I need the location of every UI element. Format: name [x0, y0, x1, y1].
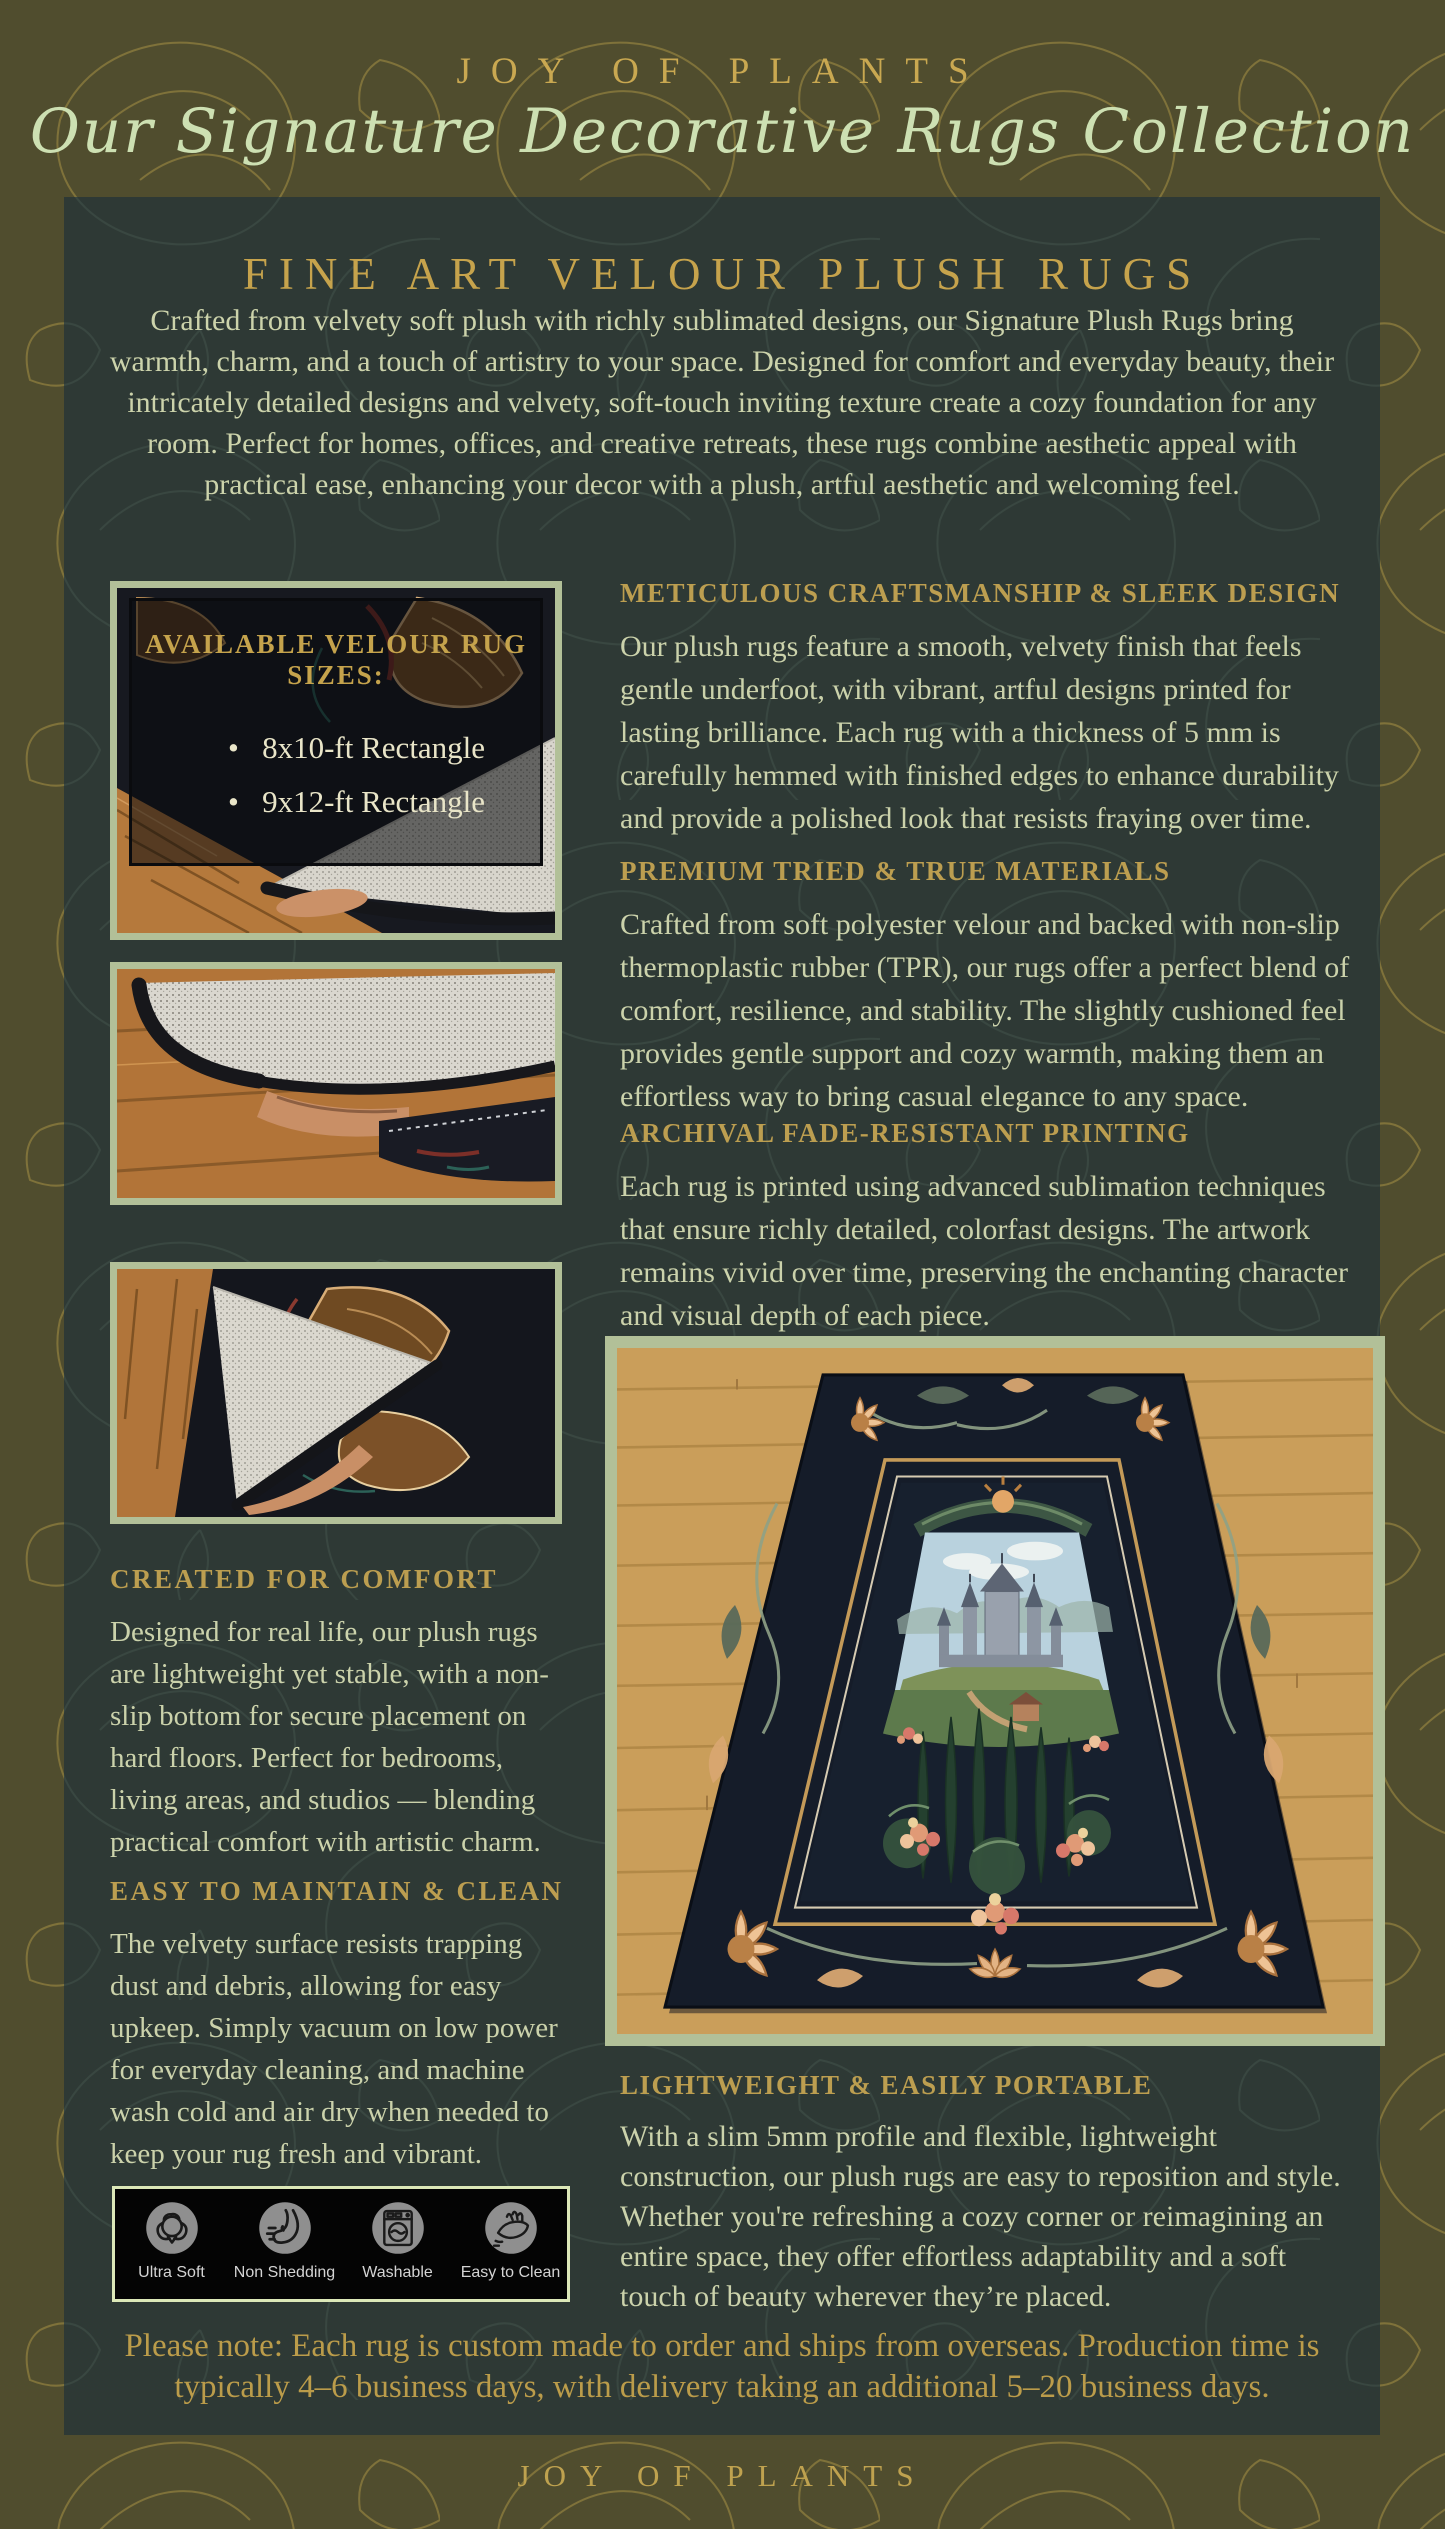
size-option: • 9x12-ft Rectangle	[228, 775, 540, 829]
section-heading: CREATED FOR COMFORT	[110, 1564, 499, 1594]
section-heading: ARCHIVAL FADE-RESISTANT PRINTING	[620, 1118, 1190, 1148]
section-body: Designed for real life, our plush rugs are lightweight yet stable, with a non-slip bottom for secure placement on hard floors. Perfect for bedrooms, living areas, and studios — blending practical comfort with artistic charm.	[110, 1616, 549, 1859]
feature-washable	[344, 2199, 452, 2282]
section-comfort	[110, 1564, 568, 1863]
feature-label: Washable	[362, 2264, 433, 2281]
feature-easy-clean	[457, 2199, 565, 2282]
sizes-box-title: AVAILABLE VELOUR RUG SIZES:	[144, 629, 528, 690]
section-maintain	[110, 1876, 568, 2175]
size-option: • 8x10-ft Rectangle	[228, 721, 540, 775]
section-heading: METICULOUS CRAFTSMANSHIP & SLEEK DESIGN	[620, 578, 1341, 608]
sizes-box	[129, 598, 543, 866]
feature-ultra-soft	[118, 2199, 226, 2282]
section-portable	[620, 2070, 1350, 2317]
tapestry-rug-illustration	[617, 1348, 1373, 2034]
production-note: Please note: Each rug is custom made to order and ships from overseas. Production time is typically 4–6 business days, with delivery taking an additional 5–20 business days.	[124, 2328, 1320, 2405]
feature-label: Ultra Soft	[138, 2264, 205, 2281]
section-body: Each rug is printed using advanced sublimation techniques that ensure richly detailed, colorfast designs. The artwork remains vivid over time, preserving the enchanting character and visual depth of each piece.	[620, 1170, 1349, 1333]
section-heading: EASY TO MAINTAIN & CLEAN	[110, 1876, 564, 1906]
feature-label: Non Shedding	[233, 2264, 336, 2281]
section-body: Crafted from soft polyester velour and backed with non-slip thermoplastic rubber (TPR), our rugs offer a perfect blend of comfort, resilience, and stability. The slightly cushioned feel provides gentle support and cozy warmth, making them an effortless way to bring casual elegance to any space.	[620, 908, 1350, 1114]
rug-backing-photo-2	[110, 962, 562, 1205]
footer-brand: JOY OF PLANTS	[517, 2458, 928, 2493]
rug-edge-illustration	[117, 969, 555, 1198]
feature-label: Easy to Clean	[460, 2264, 561, 2281]
section-printing	[620, 1118, 1350, 1337]
intro-paragraph: Crafted from velvety soft plush with richly sublimated designs, our Signature Plush Rugs bring warmth, charm, and a touch of artistry to your space. Designed for comfort and everyday beauty, their intricately detailed designs and velvety, soft-touch inviting texture create a cozy foundation for any room. Perfect for homes, offices, and creative retreats, these rugs combine aesthetic appeal with practical ease, enhancing your decor with a plush, artful aesthetic and welcoming feel.	[109, 304, 1335, 501]
washing-machine-icon	[369, 2199, 427, 2257]
brand-title: JOY OF PLANTS	[456, 51, 989, 92]
rug-backing-photo-3	[110, 1262, 562, 1524]
collection-subtitle: Our Signature Decorative Rugs Collection	[29, 96, 1416, 167]
feature-non-shedding	[231, 2199, 339, 2282]
page-title: FINE ART VELOUR PLUSH RUGS	[242, 249, 1203, 300]
rug-product-photo	[605, 1336, 1385, 2046]
cotton-icon	[143, 2199, 201, 2257]
section-body: The velvety surface resists trapping dust and debris, allowing for easy upkeep. Simply vacuum on low power for everyday cleaning, and machine wash cold and air dry when needed to keep your rug fresh and vibrant.	[110, 1928, 558, 2171]
section-materials	[620, 856, 1350, 1118]
feature-icon-strip	[112, 2186, 570, 2302]
hand-wipe-icon	[482, 2199, 540, 2257]
sizes-list	[228, 721, 540, 829]
section-heading: PREMIUM TRIED & TRUE MATERIALS	[620, 856, 1171, 886]
section-body: Our plush rugs feature a smooth, velvety finish that feels gentle underfoot, with vibrant, artful designs printed for lasting brilliance. Each rug with a thickness of 5 mm is carefully hemmed with finished edges to enhance durability and provide a polished look that resists fraying over time.	[620, 630, 1339, 836]
foot-icon	[256, 2199, 314, 2257]
section-craftsmanship	[620, 578, 1350, 840]
section-heading: LIGHTWEIGHT & EASILY PORTABLE	[620, 2070, 1153, 2100]
rug-backing-photo-1	[110, 581, 562, 940]
section-body: With a slim 5mm profile and flexible, lightweight construction, our plush rugs are easy to reposition and style. Whether you're refreshing a cozy corner or reimagining an entire space, they offer effortless adaptability and a soft touch of beauty wherever they’re placed.	[620, 2120, 1341, 2314]
rug-fold-illustration	[117, 1269, 555, 1517]
